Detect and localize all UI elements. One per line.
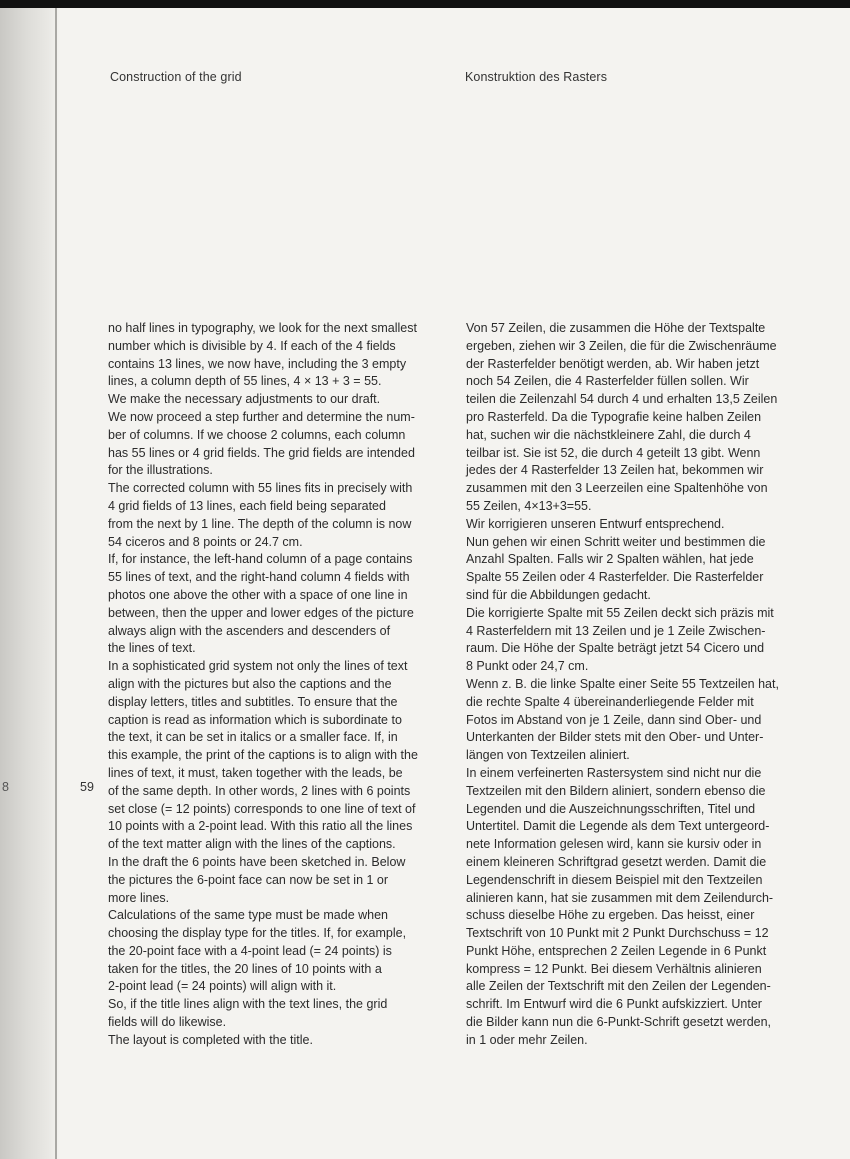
text-line: In a sophisticated grid system not only the lines of text (108, 659, 408, 674)
text-line: Anzahl Spalten. Falls wir 2 Spalten wählen, hat jede (466, 552, 754, 567)
text-line: Wenn z. B. die linke Spalte einer Seite 55 Textzeilen hat, (466, 676, 779, 691)
english-text-column (108, 320, 448, 1050)
text-line: If, for instance, the left-hand column of a page contains (108, 552, 413, 567)
text-line: Von 57 Zeilen, die zusammen die Höhe der Textspalte (466, 321, 766, 335)
text-line: We now proceed a step further and determine the num- (108, 409, 415, 424)
text-line: Die korrigierte Spalte mit 55 Zeilen deckt sich präzis mit (466, 605, 774, 620)
page-number: 59 (80, 780, 94, 794)
text-line: the lines of text. (108, 641, 196, 656)
text-line: Nun gehen wir einen Schritt weiter und bestimmen die (466, 534, 766, 549)
text-line: zusammen mit den 3 Leerzeilen eine Spaltenhöhe von (466, 481, 768, 496)
text-line: Calculations of the same type must be made when (108, 908, 389, 923)
text-line: Textzeilen mit den Bildern aliniert, sondern ebenso die (466, 783, 766, 798)
text-line: hat, suchen wir die nächstkleinere Zahl, die durch 4 (466, 427, 751, 442)
text-line: schuss dieselbe Höhe zu ergeben. Das heisst, einer (466, 908, 755, 923)
text-line: 55 Zeilen, 4×13+3=55. (466, 498, 592, 513)
text-line: Fotos im Abstand von je 1 Zeile, dann sind Ober- und (466, 712, 762, 727)
page-top-edge (0, 0, 850, 8)
text-line: die rechte Spalte 4 übereinanderliegende Felder mit (466, 694, 754, 709)
text-line: raum. Die Höhe der Spalte beträgt jetzt 54 Cicero und (466, 641, 765, 656)
text-line: pro Rasterfeld. Da die Typografie keine halben Zeilen (466, 409, 762, 424)
text-line: jedes der 4 Rasterfelder 13 Zeilen hat, bekommen wir (466, 463, 764, 478)
text-line: In the draft the 6 points have been sketched in. Below (108, 854, 406, 869)
text-line: of the same depth. In other words, 2 lines with 6 points (108, 783, 411, 798)
text-line: So, if the title lines align with the text lines, the grid (108, 997, 388, 1012)
text-line: display letters, titles and subtitles. To ensure that the (108, 694, 398, 709)
text-line: In einem verfeinerten Rastersystem sind nicht nur die (466, 765, 762, 780)
text-line: die Bilder kann nun die 6-Punkt-Schrift gesetzt werden, (466, 1015, 772, 1030)
text-line: has 55 lines or 4 grid fields. The grid fields are intended (108, 445, 415, 460)
text-line: nete Information gelesen wird, kann sie kursiv oder in (466, 837, 762, 852)
text-line: 55 lines of text, and the right-hand column 4 fields with (108, 570, 410, 585)
text-line: ber of columns. If we choose 2 columns, each column (108, 427, 406, 442)
text-line: for the illustrations. (108, 463, 213, 478)
text-line: The corrected column with 55 lines fits in precisely with (108, 481, 413, 496)
text-line: caption is read as information which is subordinate to (108, 712, 402, 727)
text-line: lines, a column depth of 55 lines, 4 × 13 + 3 = 55. (108, 374, 382, 389)
text-line: alinieren kann, hat sie zusammen mit dem Zeilendurch- (466, 890, 774, 905)
text-line: taken for the titles, the 20 lines of 10 points with a (108, 961, 382, 976)
german-text-column (466, 320, 808, 1050)
text-line: Spalte 55 Zeilen oder 4 Rasterfelder. Die Rasterfelder (466, 570, 764, 585)
text-line: Legendenschrift in diesem Beispiel mit den Textzeilen (466, 872, 763, 887)
text-line: teilbar ist. Sie ist 52, die durch 4 geteilt 13 gibt. Wenn (466, 445, 761, 460)
text-line: 4 Rasterfeldern mit 13 Zeilen und je 1 Zeile Zwischen- (466, 623, 766, 638)
text-line: align with the pictures but also the captions and the (108, 676, 392, 691)
german-section-title: Konstruktion des Rasters (465, 70, 608, 84)
text-line: kompress = 12 Punkt. Bei diesem Verhältnis alinieren (466, 961, 762, 976)
text-line: Untertitel. Damit die Legende als dem Text untergeord- (466, 819, 770, 834)
text-line: always align with the ascenders and descenders of (108, 623, 391, 638)
text-line: 10 points with a 2-point lead. With this ratio all the lines (108, 819, 413, 834)
text-line: the text, it can be set in italics or a smaller face. If, in (108, 730, 398, 745)
text-line: number which is divisible by 4. If each of the 4 fields (108, 338, 396, 353)
text-line: of the text matter align with the lines of the captions. (108, 837, 396, 852)
text-line: einem kleineren Schriftgrad gesetzt werden. Damit die (466, 854, 767, 869)
text-line: from the next by 1 line. The depth of the column is now (108, 516, 412, 531)
text-line: the pictures the 6-point face can now be set in 1 or (108, 872, 389, 887)
text-line: in 1 oder mehr Zeilen. (466, 1032, 588, 1047)
text-line: sind für die Abbildungen gedacht. (466, 587, 651, 602)
text-line: contains 13 lines, we now have, including the 3 empty (108, 356, 407, 371)
text-line: between, then the upper and lower edges of the picture (108, 605, 414, 620)
text-line: 8 Punkt oder 24,7 cm. (466, 659, 589, 674)
text-line: alle Zeilen der Textschrift mit den Zeilen der Legenden- (466, 979, 771, 994)
text-line: no half lines in typography, we look for the next smallest (108, 321, 417, 335)
text-line: this example, the print of the captions is to align with the (108, 748, 418, 763)
text-line: der Rasterfelder benötigt werden, ab. Wir haben jetzt (466, 356, 760, 371)
text-line: 4 grid fields of 13 lines, each field being separated (108, 498, 386, 513)
text-line: Unterkanten der Bilder stets mit den Ober- und Unter- (466, 730, 764, 745)
text-line: lines of text, it must, taken together with the leads, be (108, 765, 403, 780)
text-line: Textschrift von 10 Punkt mit 2 Punkt Durchschuss = 12 (466, 926, 769, 941)
text-line: photos one above the other with a space of one line in (108, 587, 408, 602)
text-line: more lines. (108, 890, 170, 905)
previous-page-number: 8 (2, 780, 9, 794)
english-section-title: Construction of the grid (110, 70, 242, 84)
text-line: Legenden und die Auszeichnungsschriften, Titel und (466, 801, 756, 816)
text-line: schrift. Im Entwurf wird die 6 Punkt aufskizziert. Unter (466, 997, 762, 1012)
text-line: teilen die Zeilenzahl 54 durch 4 und erhalten 13,5 Zeilen (466, 392, 778, 407)
text-line: We make the necessary adjustments to our draft. (108, 392, 381, 407)
text-line: längen von Textzeilen aliniert. (466, 748, 630, 763)
book-gutter-shadow (0, 8, 60, 1159)
text-line: 2-point lead (= 24 points) will align with it. (108, 979, 337, 994)
text-line: Punkt Höhe, entsprechen 2 Zeilen Legende in 6 Punkt (466, 943, 767, 958)
text-line: noch 54 Zeilen, die 4 Rasterfelder füllen sollen. Wir (466, 374, 749, 389)
text-line: set close (= 12 points) corresponds to one line of text of (108, 801, 416, 816)
text-line: choosing the display type for the titles. If, for example, (108, 926, 407, 941)
text-line: fields will do likewise. (108, 1015, 227, 1030)
text-line: 54 ciceros and 8 points or 24.7 cm. (108, 534, 303, 549)
text-line: ergeben, ziehen wir 3 Zeilen, die für die Zwischenräume (466, 338, 777, 353)
text-line: The layout is completed with the title. (108, 1032, 313, 1047)
text-line: the 20-point face with a 4-point lead (= 24 points) is (108, 943, 392, 958)
book-spine-line (55, 8, 57, 1159)
text-line: Wir korrigieren unseren Entwurf entsprechend. (466, 516, 725, 531)
